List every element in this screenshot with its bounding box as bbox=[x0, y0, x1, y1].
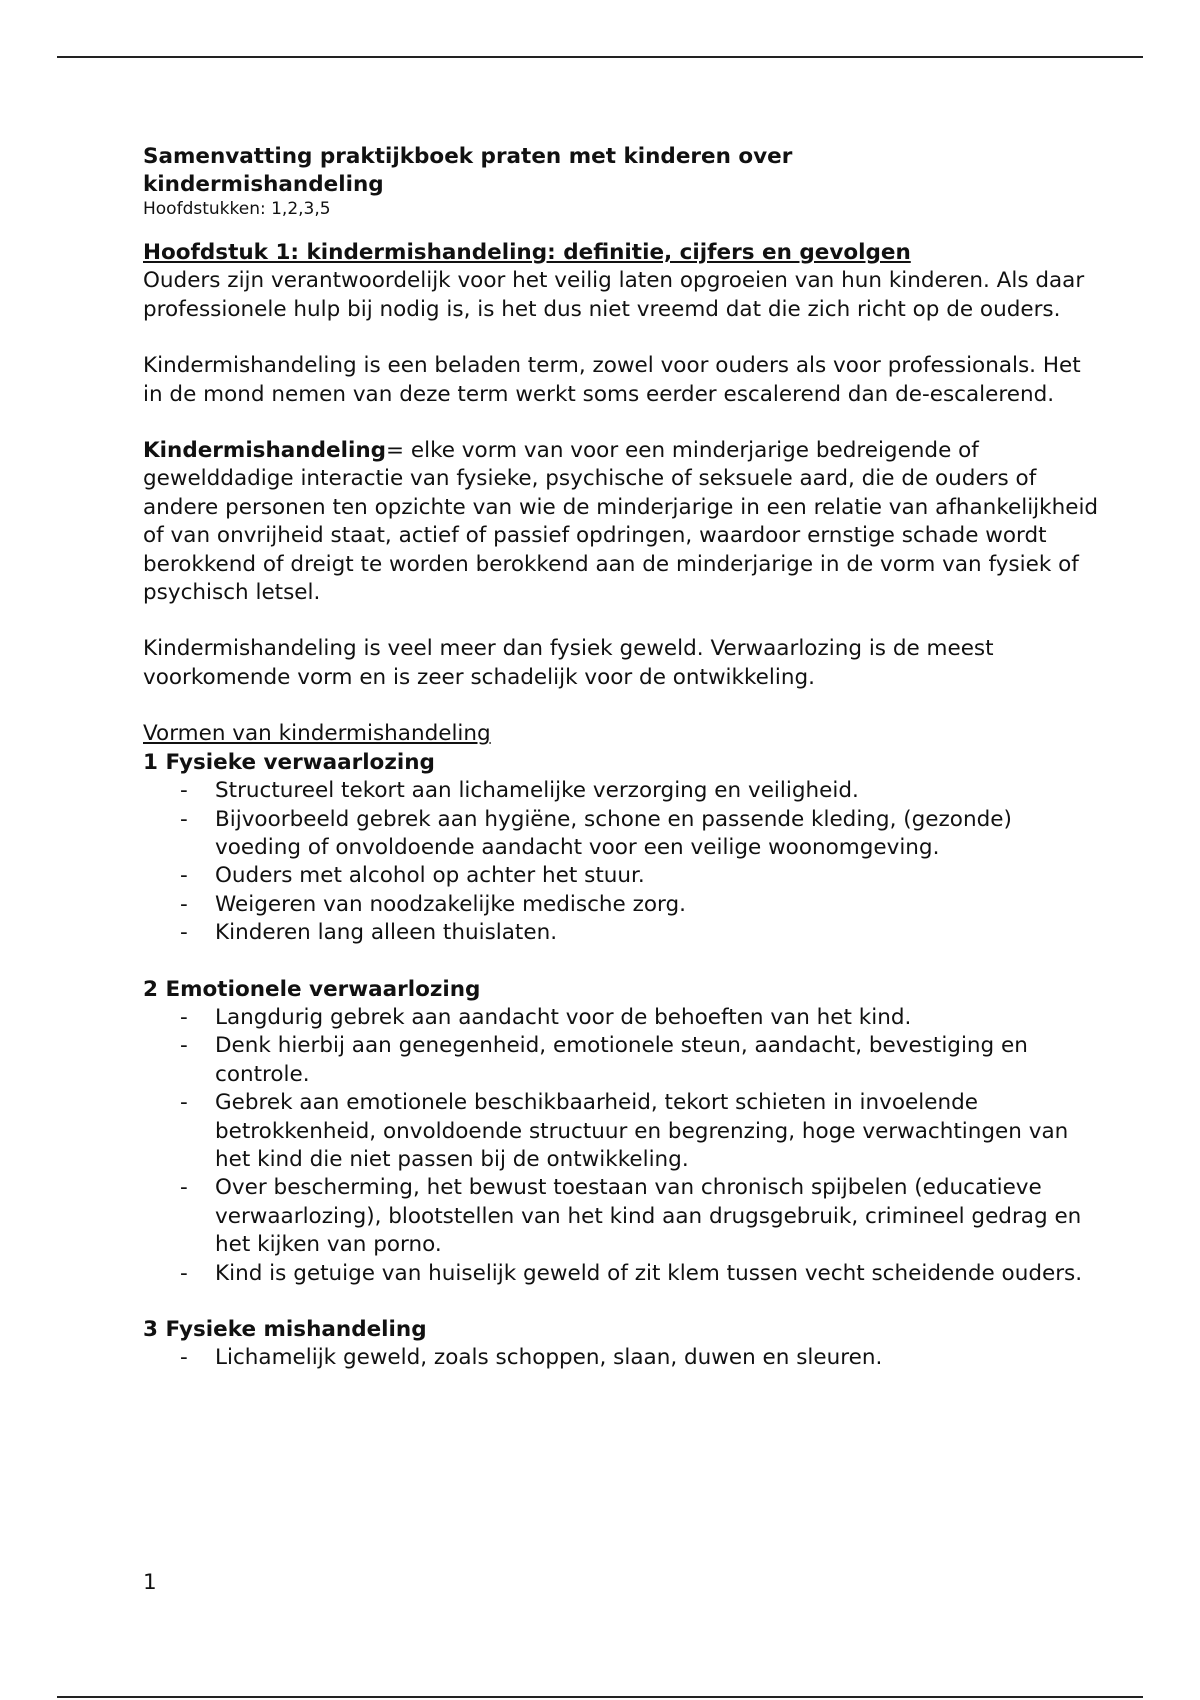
page-content bbox=[143, 143, 1103, 1373]
bullet-list bbox=[143, 1004, 1103, 1288]
form-heading: 2 Emotionele verwaarlozing bbox=[143, 976, 481, 1002]
definition-text: = elke vorm van voor een minderjarige bedreigende of gewelddadige interactie van fysieke, psychische of seksuele aard, die de ouders of andere personen ten opzichte van wie de minderjarige in een relatie van afhankelijkheid of van onvrijheid staat, actief of passief opdringen, waardoor ernstige schade wordt berokkend of dreigt te worden berokkend aan de minderjarige in de vorm van fysiek of psychisch letsel. bbox=[143, 438, 1099, 606]
form-heading: 3 Fysieke mishandeling bbox=[143, 1317, 427, 1342]
chapter-heading: Hoofdstuk 1: kindermishandeling: definitie, cijfers en gevolgen bbox=[143, 240, 911, 265]
list-item: - Denk hierbij aan genegenheid, emotionele steun, aandacht, bevestiging en controle. bbox=[143, 1032, 1103, 1089]
document-title: Samenvatting praktijkboek praten met kinderen over kindermishandeling bbox=[143, 144, 793, 197]
list-item: - Gebrek aan emotionele beschikbaarheid, tekort schieten in invoelende betrokkenheid, onvoldoende structuur en begrenzing, hoge verwachtingen van het kind die niet passen bij de ontwikkeling. bbox=[143, 1089, 1103, 1174]
paragraph-intro: Ouders zijn verantwoordelijk voor het veilig laten opgroeien van hun kinderen. Als daar professionele hulp bij nodig is, is het dus niet vreemd dat die zich richt op de ouders. bbox=[143, 268, 1085, 322]
list-item: - Over bescherming, het bewust toestaan van chronisch spijbelen (educatieve verwaarlozing), blootstellen van het kind aan drugsgebruik, crimineel gedrag en het kijken van porno. bbox=[143, 1174, 1103, 1259]
paragraph-term: Kindermishandeling is een beladen term, zowel voor ouders als voor professionals. Het in de mond nemen van deze term werkt soms eerder escalerend dan de-escalerend. bbox=[143, 353, 1081, 407]
list-item: - Kinderen lang alleen thuislaten. bbox=[143, 919, 1103, 947]
list-item: - Lichamelijk geweld, zoals schoppen, slaan, duwen en sleuren. bbox=[143, 1344, 1103, 1372]
bullet-list bbox=[143, 777, 1103, 947]
list-item: - Weigeren van noodzakelijke medische zorg. bbox=[143, 891, 1103, 919]
list-item: - Bijvoorbeeld gebrek aan hygiëne, schone en passende kleding, (gezonde) voeding of onvoldoende aandacht voor een veilige woonomgeving. bbox=[143, 806, 1103, 863]
page-number: 1 bbox=[143, 1570, 157, 1595]
list-item: - Kind is getuige van huiselijk geweld of zit klem tussen vecht scheidende ouders. bbox=[143, 1260, 1103, 1288]
bullet-list bbox=[143, 1344, 1103, 1372]
list-item: - Ouders met alcohol op achter het stuur. bbox=[143, 862, 1103, 890]
list-item: - Structureel tekort aan lichamelijke verzorging en veiligheid. bbox=[143, 777, 1103, 805]
list-item: - Langdurig gebrek aan aandacht voor de behoeften van het kind. bbox=[143, 1004, 1103, 1032]
form-heading: 1 Fysieke verwaarlozing bbox=[143, 749, 435, 775]
header-rule bbox=[57, 56, 1143, 58]
paragraph-neglect: Kindermishandeling is veel meer dan fysiek geweld. Verwaarlozing is de meest voorkomende vorm en is zeer schadelijk voor de ontwikkeling. bbox=[143, 636, 994, 690]
definition-term: Kindermishandeling bbox=[143, 438, 387, 464]
forms-section-label: Vormen van kindermishandeling bbox=[143, 721, 491, 747]
paragraph-definition bbox=[143, 437, 1103, 607]
footer-rule bbox=[57, 1696, 1143, 1698]
document-subtitle: Hoofdstukken: 1,2,3,5 bbox=[143, 199, 331, 219]
